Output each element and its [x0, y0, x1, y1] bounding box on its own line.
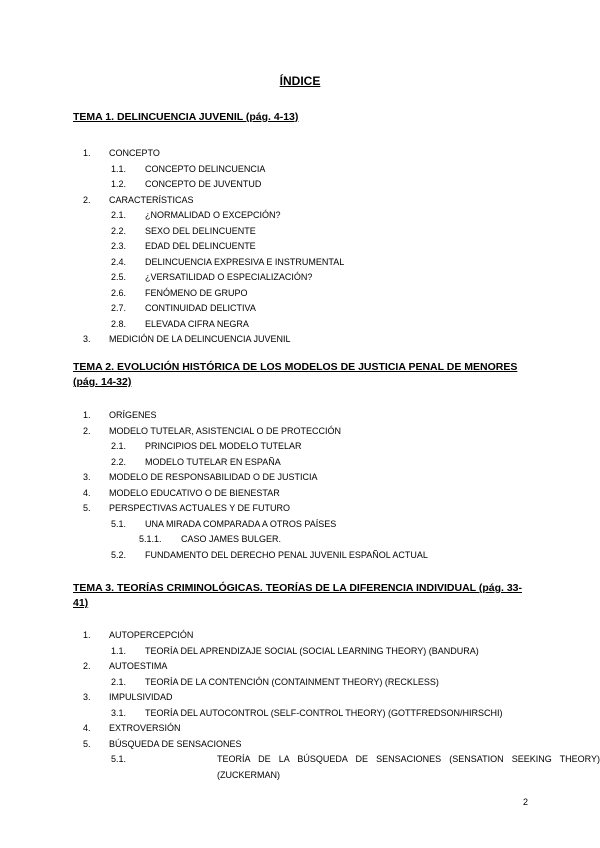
- toc-item-number: 1.: [83, 410, 91, 420]
- toc-item-number: 1.1.: [111, 163, 127, 174]
- toc-item-number: 2.: [83, 194, 91, 205]
- toc-item-text: EDAD DEL DELINCUENTE: [145, 241, 256, 251]
- toc-item-number: 2.6.: [111, 287, 127, 298]
- toc-list: [73, 628, 600, 783]
- toc-item[interactable]: [73, 501, 528, 517]
- toc-item[interactable]: [73, 270, 528, 286]
- toc-item-number: 1.1.: [111, 645, 127, 656]
- page-number: 2: [522, 797, 528, 807]
- toc-item-text: PERSPECTIVAS ACTUALES Y DE FUTURO: [109, 503, 291, 513]
- toc-item-number: 5.2.: [111, 549, 127, 560]
- toc-item-number: 2.4.: [111, 256, 127, 267]
- toc-item-number: 2.1.: [111, 210, 127, 220]
- toc-item-text: FENÓMENO DE GRUPO: [145, 287, 248, 298]
- toc-item[interactable]: [73, 659, 528, 675]
- toc-item-text: MODELO TUTELAR, ASISTENCIAL O DE PROTECCIÓN: [109, 425, 342, 436]
- toc-item-number: 3.: [83, 692, 91, 702]
- toc-item[interactable]: [73, 675, 528, 691]
- toc-item-text: DELINCUENCIA EXPRESIVA E INSTRUMENTAL: [145, 256, 345, 267]
- toc-item-text: CONCEPTO DELINCUENCIA: [145, 163, 266, 174]
- toc-item-text: FUNDAMENTO DEL DERECHO PENAL JUVENIL ESPAÑOL ACTUAL: [145, 549, 428, 560]
- toc-item[interactable]: [73, 224, 528, 240]
- toc-item-text: CONCEPTO DE JUVENTUD: [145, 179, 262, 189]
- toc-item-text: TEORÍA DE LA CONTENCIÓN (CONTAINMENT THEORY) (RECKLESS): [145, 676, 439, 687]
- toc-item-number: 5.: [83, 738, 91, 749]
- toc-item-number: 1.: [83, 148, 91, 158]
- toc-item-text: CASO JAMES BULGER.: [181, 534, 282, 544]
- toc-item-text: MODELO TUTELAR EN ESPAÑA: [145, 456, 281, 467]
- toc-item-text: SEXO DEL DELINCUENTE: [145, 225, 256, 236]
- toc-item-text: ¿NORMALIDAD O EXCEPCIÓN?: [145, 210, 281, 220]
- toc-item[interactable]: [73, 286, 528, 302]
- toc-item[interactable]: [73, 706, 528, 722]
- toc-item[interactable]: [73, 317, 528, 333]
- toc-item[interactable]: [73, 193, 528, 209]
- toc-list: [73, 146, 528, 348]
- toc-item-text: AUTOPERCEPCIÓN: [109, 630, 194, 640]
- toc-item[interactable]: [73, 177, 528, 193]
- toc-item[interactable]: [73, 690, 528, 706]
- toc-item[interactable]: [73, 162, 528, 178]
- toc-item-number: 2.1.: [111, 676, 127, 687]
- section-tema-1: [73, 110, 528, 348]
- section-title[interactable]: TEMA 2. EVOLUCIÓN HISTÓRICA DE LOS MODELOS DE JUSTICIA PENAL DE MENORES (pág. 14-32): [73, 361, 518, 388]
- toc-item-text: TEORÍA DE LA BÚSQUEDA DE SENSACIONES (SENSATION SEEKING THEORY) (ZUCKERMAN): [217, 754, 600, 780]
- toc-item[interactable]: [73, 752, 600, 783]
- toc-item[interactable]: [73, 255, 528, 271]
- toc-item-text: MEDICIÓN DE LA DELINCUENCIA JUVENIL: [109, 334, 291, 344]
- section-title[interactable]: TEMA 3. TEORÍAS CRIMINOLÓGICAS. TEORÍAS DE LA DIFERENCIA INDIVIDUAL (pág. 33-41): [73, 582, 522, 609]
- toc-item-number: 2.: [83, 661, 91, 671]
- toc-item-number: 5.: [83, 503, 91, 513]
- toc-item[interactable]: [73, 239, 528, 255]
- toc-item-number: 3.: [83, 334, 91, 344]
- toc-item[interactable]: [73, 332, 528, 348]
- toc-item-text: IMPULSIVIDAD: [109, 692, 173, 702]
- toc-item-text: CARACTERÍSTICAS: [109, 194, 194, 205]
- toc-item[interactable]: [73, 628, 528, 644]
- toc-item-text: ORÍGENES: [109, 410, 157, 420]
- toc-item[interactable]: [73, 439, 528, 455]
- toc-item-number: 2.2.: [111, 225, 127, 236]
- toc-item[interactable]: [73, 737, 528, 753]
- toc-item-text: PRINCIPIOS DEL MODELO TUTELAR: [145, 441, 302, 451]
- toc-item[interactable]: [73, 721, 528, 737]
- toc-item-text: TEORÍA DEL AUTOCONTROL (SELF-CONTROL THEORY) (GOTTFREDSON/HIRSCHI): [145, 707, 503, 718]
- toc-item-number: 2.1.: [111, 441, 127, 451]
- toc-item[interactable]: [73, 424, 528, 440]
- toc-item[interactable]: [73, 408, 528, 424]
- toc-item-number: 3.: [83, 472, 91, 482]
- section-title[interactable]: TEMA 1. DELINCUENCIA JUVENIL (pág. 4-13): [73, 111, 299, 123]
- toc-item[interactable]: [73, 548, 528, 564]
- toc-item-text: MODELO EDUCATIVO O DE BIENESTAR: [109, 487, 280, 498]
- section-tema-3: [73, 581, 600, 783]
- toc-item-number: 2.5.: [111, 272, 127, 282]
- toc-list: [73, 408, 528, 563]
- toc-item-text: CONTINUIDAD DELICTIVA: [145, 303, 256, 313]
- toc-item-text: TEORÍA DEL APRENDIZAJE SOCIAL (SOCIAL LEARNING THEORY) (BANDURA): [145, 645, 479, 656]
- toc-item-text: ¿VERSATILIDAD O ESPECIALIZACIÓN?: [145, 272, 313, 282]
- toc-item-text: BÚSQUEDA DE SENSACIONES: [109, 738, 242, 749]
- section-tema-2: [73, 360, 528, 563]
- toc-item[interactable]: [73, 208, 528, 224]
- toc-item-number: 2.2.: [111, 456, 127, 467]
- toc-item-number: 2.: [83, 425, 91, 436]
- toc-item[interactable]: [73, 644, 528, 660]
- toc-item-number: 2.3.: [111, 241, 127, 251]
- toc-item-text: CONCEPTO: [109, 148, 160, 158]
- toc-item-number: 4.: [83, 723, 91, 733]
- toc-item-text: UNA MIRADA COMPARADA A OTROS PAÍSES: [145, 518, 337, 529]
- toc-item-number: 2.7.: [111, 303, 127, 313]
- toc-item-number: 2.8.: [111, 318, 127, 329]
- toc-item-text: AUTOESTIMA: [109, 661, 168, 671]
- toc-item-number: 1.: [83, 630, 91, 640]
- page-title: ÍNDICE: [279, 74, 321, 88]
- toc-item-text: MODELO DE RESPONSABILIDAD O DE JUSTICIA: [109, 472, 318, 482]
- toc-item-number: 5.1.: [111, 754, 127, 764]
- toc-item-number: 4.: [83, 487, 91, 498]
- toc-item-number: 5.1.: [111, 518, 127, 529]
- toc-item-number: 5.1.1.: [139, 534, 162, 544]
- toc-item[interactable]: [73, 146, 528, 162]
- toc-item-text: EXTROVERSIÓN: [109, 723, 181, 733]
- toc-item-text: ELEVADA CIFRA NEGRA: [145, 318, 249, 329]
- toc-item-number: 3.1.: [111, 707, 127, 718]
- toc-item[interactable]: [73, 301, 528, 317]
- toc-item[interactable]: [73, 486, 528, 502]
- toc-item[interactable]: [73, 532, 528, 548]
- toc-item[interactable]: [73, 455, 528, 471]
- toc-item[interactable]: [73, 470, 528, 486]
- toc-item[interactable]: [73, 517, 528, 533]
- toc-item-number: 1.2.: [111, 179, 127, 189]
